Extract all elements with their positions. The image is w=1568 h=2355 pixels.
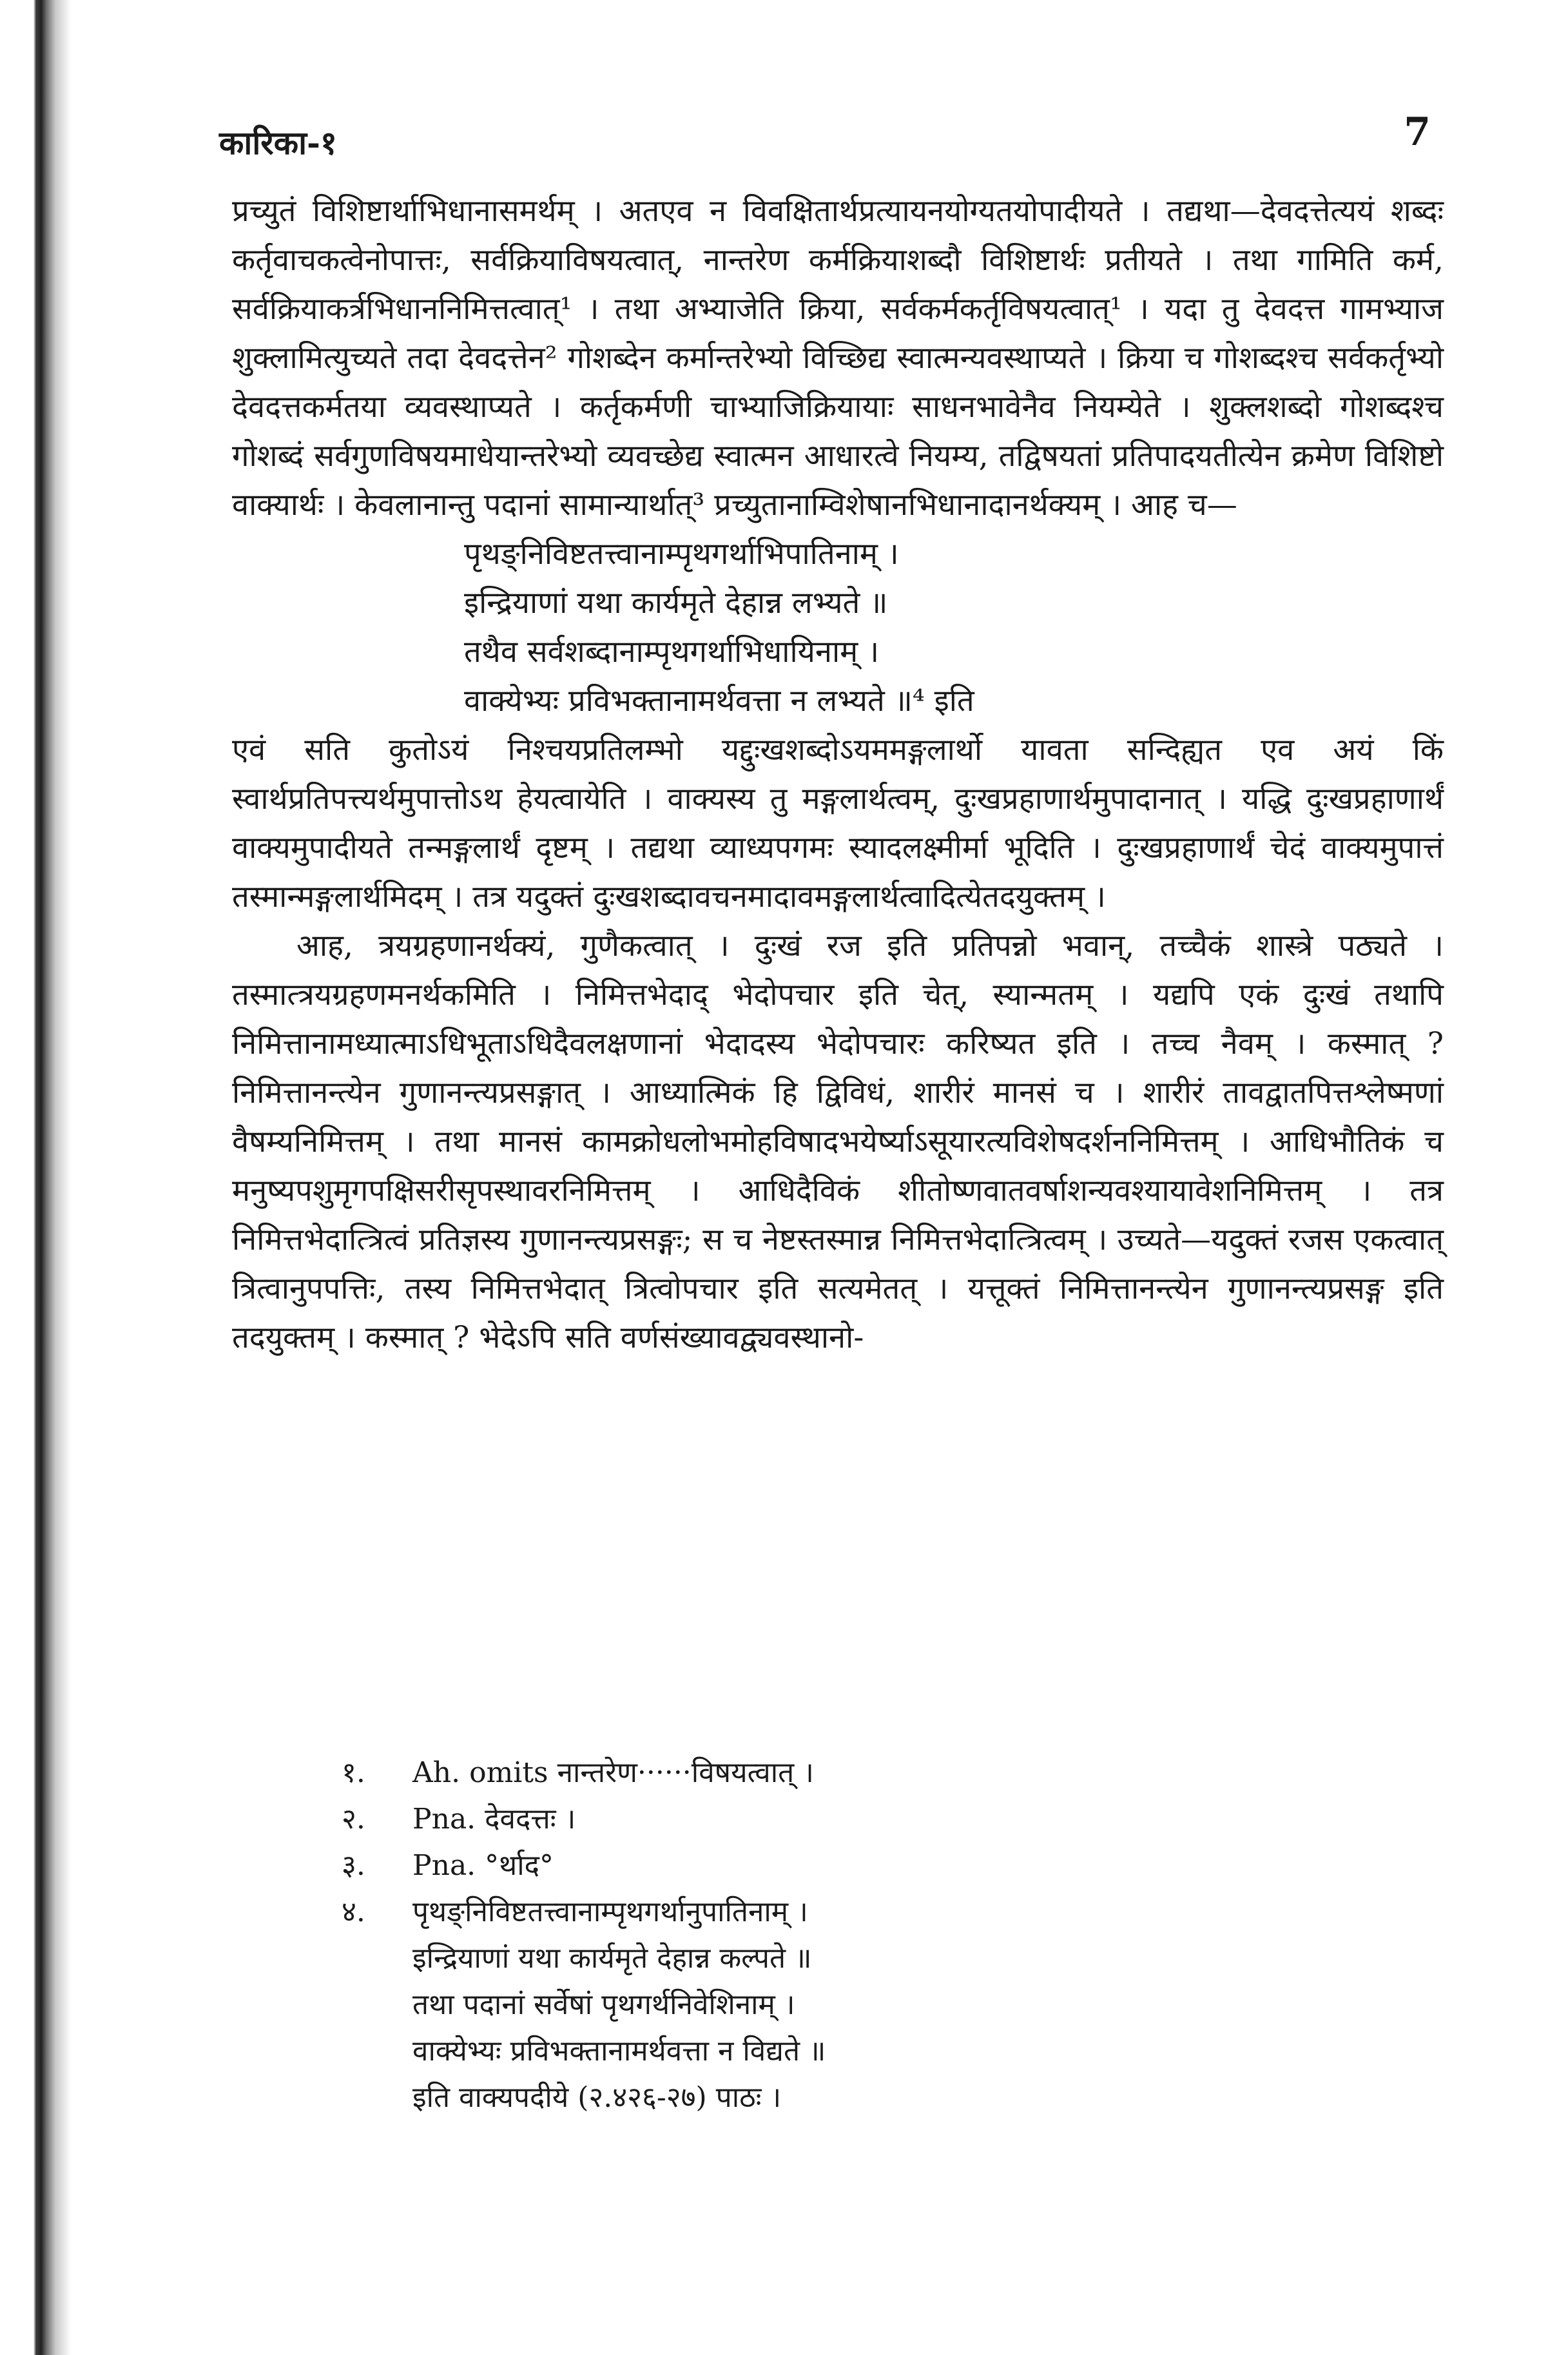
verse-line-2: इन्द्रियाणां यथा कार्यमृते देहान्न लभ्यते ॥ xyxy=(464,585,888,621)
footnote-number: २. xyxy=(342,1803,365,1836)
verse-quotation xyxy=(464,530,1444,726)
paragraph-1: प्रच्युतं विशिष्टार्थाभिधानासमर्थम् । अतएव न विवक्षितार्थप्रत्यायनयोग्यतयोपादीयते । तद्यथा—देवदत्तेत्ययं शब्दः कर्तृवाचकत्वेनोपात्तः, सर्वक्रियाविषयत्वात्, नान्तरेण कर्मक्रियाशब्दौ विशिष्टार्थः प्रतीयते । तथा गामिति कर्म, सर्वक्रियाकर्त्रभिधाननिमित्तत्वात्¹ । तथा अभ्याजेति क्रिया, सर्वकर्मकर्तृविषयत्वात्¹ । यदा तु देवदत्त गामभ्याज शुक्लामित्युच्यते तदा देवदत्तेन² गोशब्देन कर्मान्तरेभ्यो विच्छिद्य स्वात्मन्यवस्थाप्यते । क्रिया च गोशब्दश्च सर्वकर्तृभ्यो देवदत्तकर्मतया व्यवस्थाप्यते । कर्तृकर्मणी चाभ्याजिक्रियायाः साधनभावेनैव नियम्येते । शुक्लशब्दो गोशब्दश्च गोशब्दं सर्वगुणविषयमाधेयान्तरेभ्यो व्यवच्छेद्य स्वात्मन आधारत्वे नियम्य, तद्विषयतां प्रतिपादयतीत्येन क्रमेण विशिष्टो वाक्यार्थः । केवलानान्तु पदानां सामान्यार्थात्³ प्रच्युतानाम्विशेषानभिधानादानर्थक्यम् । आह च— xyxy=(232,193,1444,523)
footnote-2 xyxy=(342,1796,1405,1843)
footnote-4 xyxy=(342,1889,1405,2121)
footnote-verse xyxy=(412,1889,1405,2121)
footnote-line: इन्द्रियाणां यथा कार्यमृते देहान्न कल्पते ॥ xyxy=(412,1942,812,1975)
main-text xyxy=(232,187,1444,1362)
footnote-text: Ah. omits नान्तरेण······विषयत्वात् । xyxy=(412,1756,814,1789)
verse-line-1: पृथङ्निविष्टतत्त्वानाम्पृथगर्थाभिपातिनाम् । xyxy=(464,536,899,572)
footnote-number: ३. xyxy=(342,1849,365,1882)
footnote-line: पृथङ्निविष्टतत्त्वानाम्पृथगर्थानुपातिनाम् । xyxy=(412,1895,808,1928)
footnote-3 xyxy=(342,1843,1405,1889)
page-number: 7 xyxy=(1404,110,1431,155)
footnotes xyxy=(342,1750,1405,2121)
running-head: कारिका-१ xyxy=(219,124,337,162)
footnote-text: Pna. देवदत्तः । xyxy=(412,1803,576,1836)
footnote-text: Pna. °र्थाद° xyxy=(412,1849,554,1882)
footnote-number: १. xyxy=(342,1756,365,1789)
paragraph-2: एवं सति कुतोऽयं निश्चयप्रतिलम्भो यद्दुःखशब्दोऽयममङ्गलार्थो यावता सन्दिह्यत एव अयं किं स्वार्थप्रतिपत्त्यर्थमुपात्तोऽथ हेयत्वायेति । वाक्यस्य तु मङ्गलार्थत्वम्, दुःखप्रहाणार्थमुपादानात् । यद्धि दुःखप्रहाणार्थं वाक्यमुपादीयते तन्मङ्गलार्थं दृष्टम् । तद्यथा व्याध्यपगमः स्यादलक्ष्मीर्मा भूदिति । दुःखप्रहाणार्थं चेदं वाक्यमुपात्तं तस्मान्मङ्गलार्थमिदम् । तत्र यदुक्तं दुःखशब्दावचनमादावमङ्गलार्थत्वादित्येतदयुक्तम् । xyxy=(232,732,1444,915)
footnote-number: ४. xyxy=(342,1895,365,1928)
page-header xyxy=(219,110,1431,168)
footnote-line: इति वाक्यपदीये (२.४२६-२७) पाठः । xyxy=(412,2081,782,2114)
verse-line-4: वाक्येभ्यः प्रविभक्तानामर्थवत्ता न लभ्यते ॥⁴ इति xyxy=(464,683,974,719)
verse-line-3: तथैव सर्वशब्दानाम्पृथगर्थाभिधायिनाम् । xyxy=(464,634,880,670)
paragraph-3: आह, त्रयग्रहणानर्थक्यं, गुणैकत्वात् । दुःखं रज इति प्रतिपन्नो भवान्, तच्चैकं शास्त्रे पठ्यते । तस्मात्त्रयग्रहणमनर्थकमिति । निमित्तभेदाद् भेदोपचार इति चेत्, स्यान्मतम् । यद्यपि एकं दुःखं तथापि निमित्तानामध्यात्माऽधिभूताऽधिदैवलक्षणानां भेदादस्य भेदोपचारः करिष्यत इति । तच्च नैवम् । कस्मात् ? निमित्तानन्त्येन गुणानन्त्यप्रसङ्गात् । आध्यात्मिकं हि द्विविधं, शारीरं मानसं च । शारीरं तावद्वातपित्तश्लेष्मणां वैषम्यनिमित्तम् । तथा मानसं कामक्रोधलोभमोहविषादभयेर्ष्याऽसूयारत्यविशेषदर्शननिमित्तम् । आधिभौतिकं च मनुष्यपशुमृगपक्षिसरीसृपस्थावरनिमित्तम् । आधिदैविकं शीतोष्णवातवर्षाशन्यवश्यायावेशनिमित्तम् । तत्र निमित्तभेदात्त्रित्वं प्रतिज्ञस्य गुणानन्त्यप्रसङ्गः; स च नेष्टस्तस्मान्न निमित्तभेदात्त्रित्वम् । उच्यते—यदुक्तं रजस एकत्वात् त्रित्वानुपपत्तिः, तस्य निमित्तभेदात् त्रित्वोपचार इति सत्यमेतत् । यत्तूक्तं निमित्तानन्त्येन गुणानन्त्यप्रसङ्ग इति तदयुक्तम् । कस्मात् ? भेदेऽपि सति वर्णसंख्यावद्व्यवस्थानो- xyxy=(232,928,1444,1355)
footnote-line: वाक्येभ्यः प्रविभक्तानामर्थवत्ता न विद्यते ॥ xyxy=(412,2035,826,2068)
footnote-1 xyxy=(342,1750,1405,1796)
footnote-line: तथा पदानां सर्वेषां पृथगर्थनिवेशिनाम् । xyxy=(412,1988,795,2021)
